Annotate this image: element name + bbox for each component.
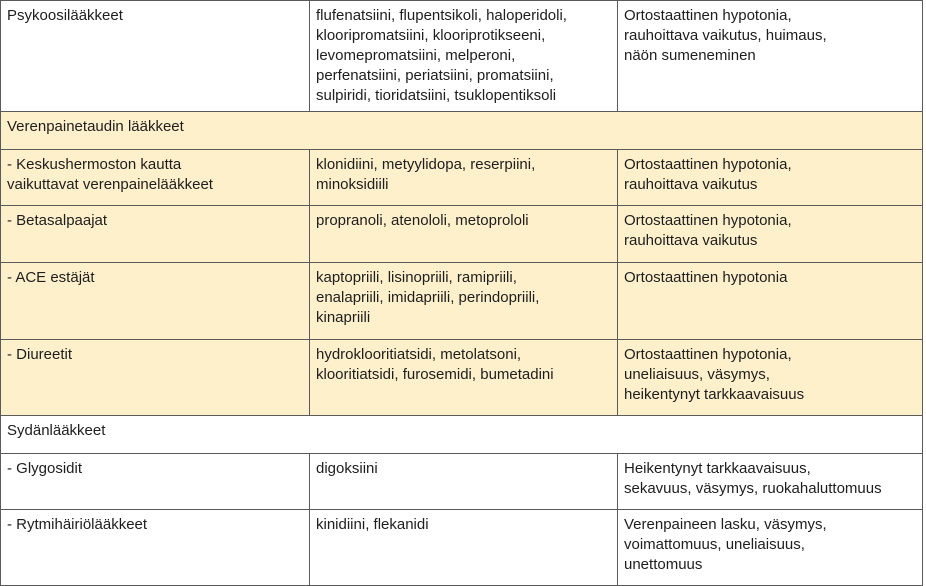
drug-names-cell: hydroklooritiatsidi, metolatsoni, klooritiatsidi, furosemidi, bumetadini [310,340,618,416]
drug-names-cell: digoksiini [310,454,618,510]
table-row [1,510,923,586]
drug-group-cell: - Keskushermoston kautta vaikuttavat verenpainelääkkeet [1,150,310,206]
table-body [1,1,923,586]
table-row [1,263,923,340]
table-row [1,1,923,112]
table-row [1,150,923,206]
drug-names-cell: klonidiini, metyylidopa, reserpiini, minoksidiili [310,150,618,206]
drug-group-cell: - Rytmihäiriölääkkeet [1,510,310,586]
drug-names-cell: flufenatsiini, flupentsikoli, haloperidoli, klooripromatsiini, klooriprotikseeni, levomepromatsiini, melperoni, perfenatsiini, periatsiini, promatsiini, sulpiridi, tioridatsiini, tsuklopentiksoli [310,1,618,112]
table-row [1,340,923,416]
side-effects-cell: Ortostaattinen hypotonia, rauhoittava vaikutus [618,206,923,263]
drug-names-cell: kaptopriili, lisinopriili, ramipriili, enalapriili, imidapriili, perindopriili, kinapriili [310,263,618,340]
side-effects-cell: Ortostaattinen hypotonia [618,263,923,340]
table-row [1,206,923,263]
drug-group-cell: - Betasalpaajat [1,206,310,263]
drug-group-cell: - ACE estäjät [1,263,310,340]
section-row [1,112,923,150]
table-row [1,454,923,510]
drug-group-cell: Psykoosilääkkeet [1,1,310,112]
drug-group-cell: - Glygosidit [1,454,310,510]
side-effects-cell: Ortostaattinen hypotonia, rauhoittava vaikutus, huimaus, näön sumeneminen [618,1,923,112]
section-title: Sydänlääkkeet [1,416,923,454]
drug-names-cell: propranoli, atenololi, metoprololi [310,206,618,263]
side-effects-cell: Heikentynyt tarkkaavaisuus, sekavuus, väsymys, ruokahaluttomuus [618,454,923,510]
section-row [1,416,923,454]
side-effects-cell: Ortostaattinen hypotonia, uneliaisuus, väsymys, heikentynyt tarkkaavaisuus [618,340,923,416]
drug-names-cell: kinidiini, flekanidi [310,510,618,586]
side-effects-cell: Verenpaineen lasku, väsymys, voimattomuus, uneliaisuus, unettomuus [618,510,923,586]
side-effects-cell: Ortostaattinen hypotonia, rauhoittava vaikutus [618,150,923,206]
drug-group-cell: - Diureetit [1,340,310,416]
section-title: Verenpainetaudin lääkkeet [1,112,923,150]
